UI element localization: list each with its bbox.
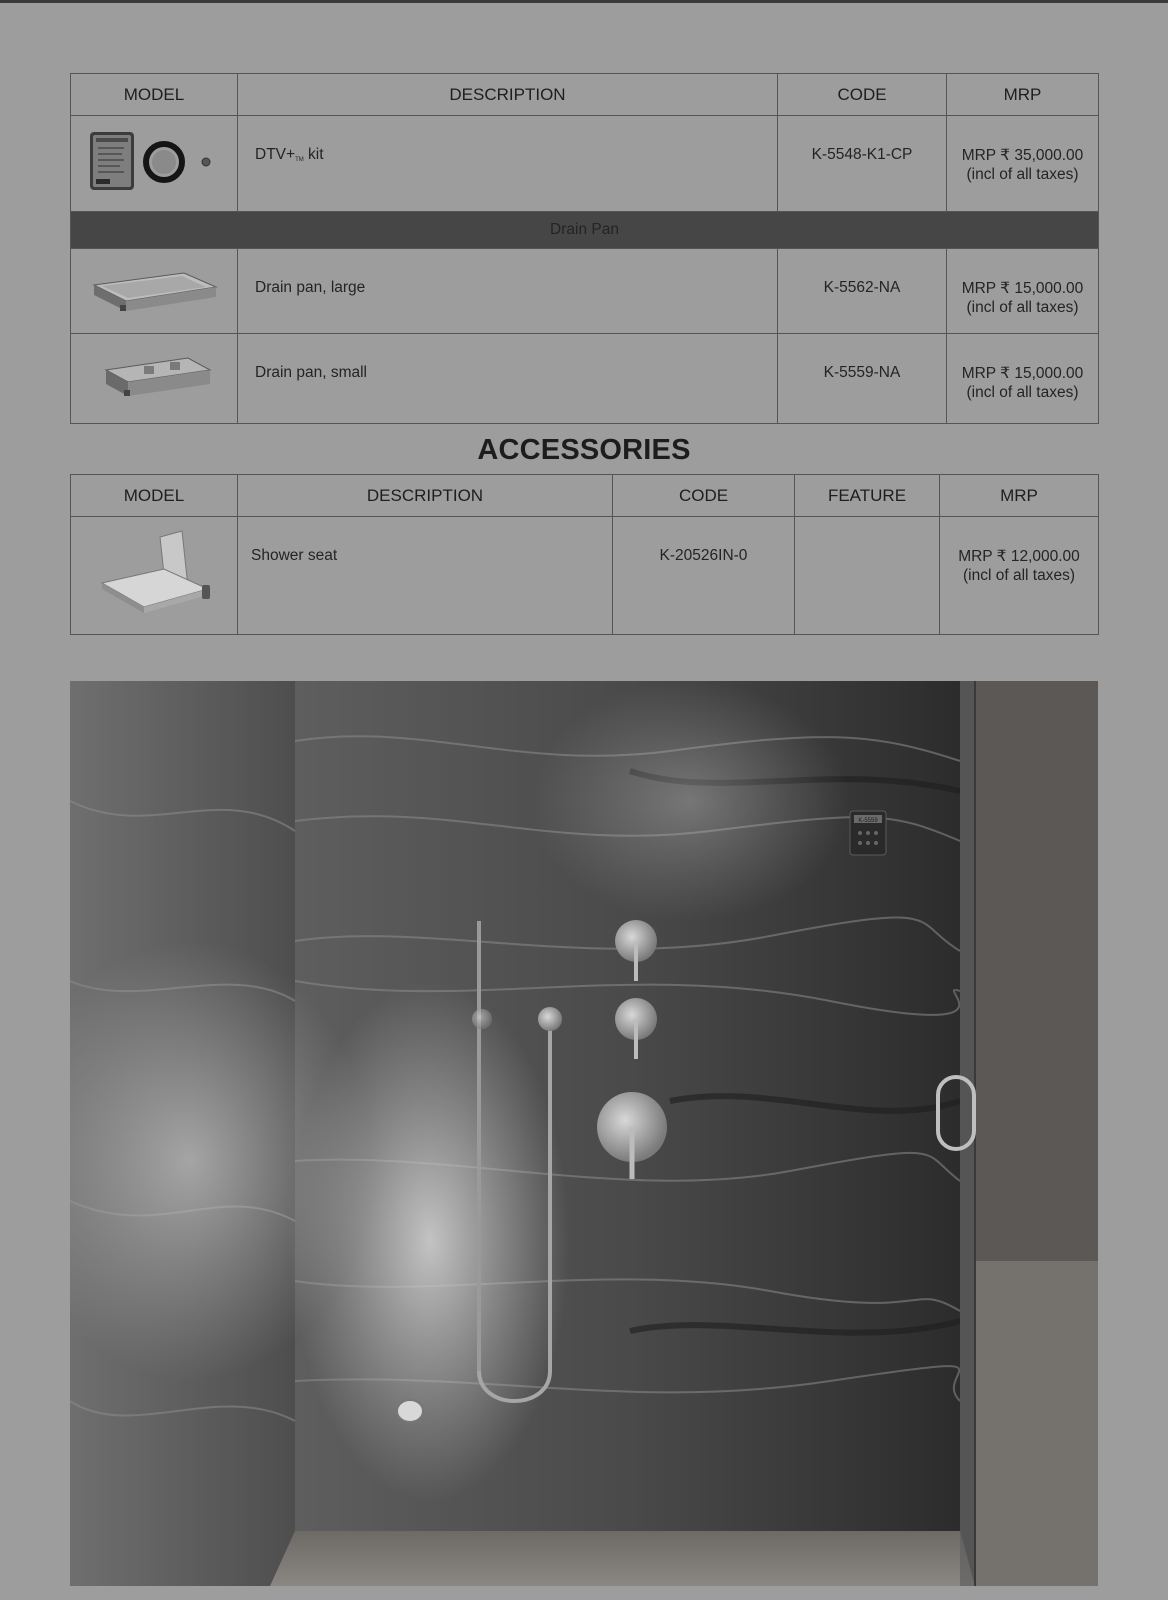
drain-pan-large-icon: [84, 259, 224, 319]
price-cell: [940, 517, 1099, 635]
steam-kit-price-table: [70, 73, 1099, 424]
product-description-suffix: kit: [303, 146, 324, 163]
accessories-title: ACCESSORIES: [477, 434, 691, 466]
price-cell: [947, 334, 1099, 424]
price-value: MRP ₹ 15,000.00: [961, 280, 1084, 297]
product-code: K-5548-K1-CP: [778, 116, 947, 212]
table-row: [71, 116, 1099, 212]
model-image-cell: [71, 517, 238, 635]
steam-shower-photo: [70, 681, 1098, 1586]
product-code: K-5562-NA: [778, 249, 947, 334]
header-model: MODEL: [71, 74, 238, 116]
table-header-row: [71, 74, 1099, 116]
price-value: MRP ₹ 12,000.00: [958, 548, 1080, 565]
price-value: MRP ₹ 15,000.00: [961, 365, 1084, 382]
header-description: DESCRIPTION: [238, 475, 613, 517]
feature-cell: [795, 517, 940, 635]
steam-kit-icon: [84, 126, 224, 196]
drain-pan-small-icon: [84, 346, 224, 406]
header-mrp: MRP: [940, 475, 1099, 517]
price-cell: [947, 249, 1099, 334]
product-description: DTV+: [255, 146, 296, 163]
model-image-cell: [71, 116, 238, 212]
product-code: K-20526IN-0: [613, 517, 795, 635]
table-row: [71, 334, 1099, 424]
accessories-price-table: [70, 474, 1099, 635]
header-model: MODEL: [71, 475, 238, 517]
description-cell: Shower seat: [238, 517, 613, 635]
price-tax-note: (incl of all taxes): [966, 166, 1079, 183]
table-row: [71, 249, 1099, 334]
controller-display-text: K-5559: [858, 818, 878, 824]
model-image-cell: [71, 334, 238, 424]
price-tax-note: (incl of all taxes): [966, 299, 1079, 316]
model-image-cell: [71, 249, 238, 334]
description-cell: Drain pan, large: [238, 249, 778, 334]
price-tax-note: (incl of all taxes): [963, 567, 1075, 584]
trademark-mark: TM: [295, 157, 304, 163]
price-cell: [947, 116, 1099, 212]
header-description: DESCRIPTION: [238, 74, 778, 116]
shower-seat-icon: [84, 523, 224, 623]
section-row: [71, 212, 1099, 249]
description-cell: [238, 116, 778, 212]
table-header-row: [71, 475, 1099, 517]
price-tax-note: (incl of all taxes): [966, 384, 1079, 401]
header-code: CODE: [778, 74, 947, 116]
description-cell: Drain pan, small: [238, 334, 778, 424]
product-code: K-5559-NA: [778, 334, 947, 424]
table-row: [71, 517, 1099, 635]
price-value: MRP ₹ 35,000.00: [961, 147, 1084, 164]
header-mrp: MRP: [947, 74, 1099, 116]
header-feature: FEATURE: [795, 475, 940, 517]
section-label-drain-pan: Drain Pan: [71, 212, 1099, 249]
top-border: [0, 0, 1168, 3]
header-code: CODE: [613, 475, 795, 517]
